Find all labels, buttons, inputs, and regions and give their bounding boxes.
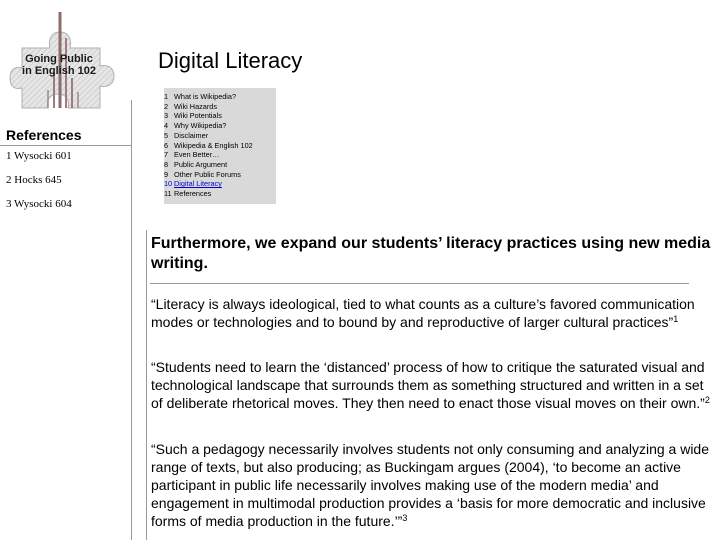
toc-item[interactable] — [164, 170, 276, 180]
toc-list — [164, 92, 276, 199]
toc-item-number: 10 — [164, 179, 173, 189]
toc-item-label: What is Wikipedia? — [174, 92, 237, 101]
toc-item-number: 7 — [164, 150, 169, 160]
toc-item[interactable] — [164, 160, 276, 170]
toc-item-number: 4 — [164, 121, 169, 131]
logo-text — [18, 53, 100, 77]
quote-text: “Literacy is always ideological, tied to what counts as a culture’s favored communication modes or technologies and to bound by and reproductive of larger cultural practices” — [151, 296, 695, 330]
content-divider — [146, 230, 147, 540]
toc-item-label: Public Argument — [174, 159, 228, 169]
toc-item-label: Wikipedia & English 102 — [174, 140, 253, 150]
sidebar-divider — [131, 100, 132, 540]
section-heading: Furthermore, we expand our students’ literacy practices using new media writing. — [151, 235, 711, 272]
toc-item-label: Even Better… — [174, 150, 220, 160]
references-heading: References — [6, 127, 82, 143]
toc-item-label: Other Public Forums — [174, 169, 241, 179]
toc-item[interactable] — [164, 102, 276, 112]
toc-item[interactable] — [164, 189, 276, 199]
toc-item-label: Digital Literacy — [174, 179, 222, 189]
page-title: Digital Literacy — [158, 48, 303, 73]
reference-item: 1 Wysocki 601 — [6, 150, 72, 162]
toc-item[interactable] — [164, 121, 276, 131]
toc-item-active[interactable] — [164, 179, 276, 189]
toc-box — [164, 88, 276, 204]
toc-item[interactable] — [164, 141, 276, 151]
toc-item-number: 5 — [164, 130, 169, 140]
heading-divider — [150, 283, 689, 284]
toc-item-number: 11 — [164, 189, 172, 199]
toc-item-label: Disclaimer — [174, 130, 209, 140]
reference-item: 2 Hocks 645 — [6, 174, 62, 186]
toc-item[interactable] — [164, 92, 276, 102]
references-divider — [0, 145, 131, 146]
toc-item[interactable] — [164, 131, 276, 141]
quote-paragraph — [151, 295, 711, 331]
quote-paragraph — [151, 358, 711, 412]
toc-item-number: 9 — [164, 169, 169, 179]
footnote-marker: 3 — [402, 513, 408, 523]
references-list — [6, 150, 72, 222]
toc-item-number: 8 — [164, 159, 169, 169]
quote-paragraph — [151, 440, 711, 530]
toc-item-number: 3 — [164, 111, 169, 121]
toc-item[interactable] — [164, 111, 276, 121]
toc-item-label: Wiki Hazards — [174, 101, 217, 111]
quote-text: “Such a pedagogy necessarily involves students not only consuming and analyzing a wide range of texts, but also producing; as Buckingam argues (2004), ‘to become an active participant in public life necessarily involves making use of the modern media’ and engagement in multimodal production provides a ‘basis for more democratic and inclusive forms of media production in the future.’” — [151, 441, 710, 529]
toc-item-number: 1 — [164, 92, 169, 101]
toc-item[interactable] — [164, 150, 276, 160]
quote-text: “Students need to learn the ‘distanced’ process of how to critique the saturated visual and technological landscape that surrounds them as something structured and written in a set of deliberate rhetorical moves. They then need to enact those visual moves on their own.” — [151, 359, 705, 411]
toc-item-number: 2 — [164, 101, 169, 111]
toc-item-number: 6 — [164, 140, 169, 150]
reference-item: 3 Wysocki 604 — [6, 198, 72, 210]
logo-text-line1: Going Public — [25, 53, 93, 65]
toc-item-label: Why Wikipedia? — [174, 121, 227, 131]
footnote-marker: 2 — [704, 395, 710, 405]
footnote-marker: 1 — [673, 314, 679, 324]
logo-text-line2: in English 102 — [22, 65, 96, 77]
toc-item-label: References — [174, 189, 212, 199]
toc-item-label: Wiki Potentials — [174, 111, 222, 121]
